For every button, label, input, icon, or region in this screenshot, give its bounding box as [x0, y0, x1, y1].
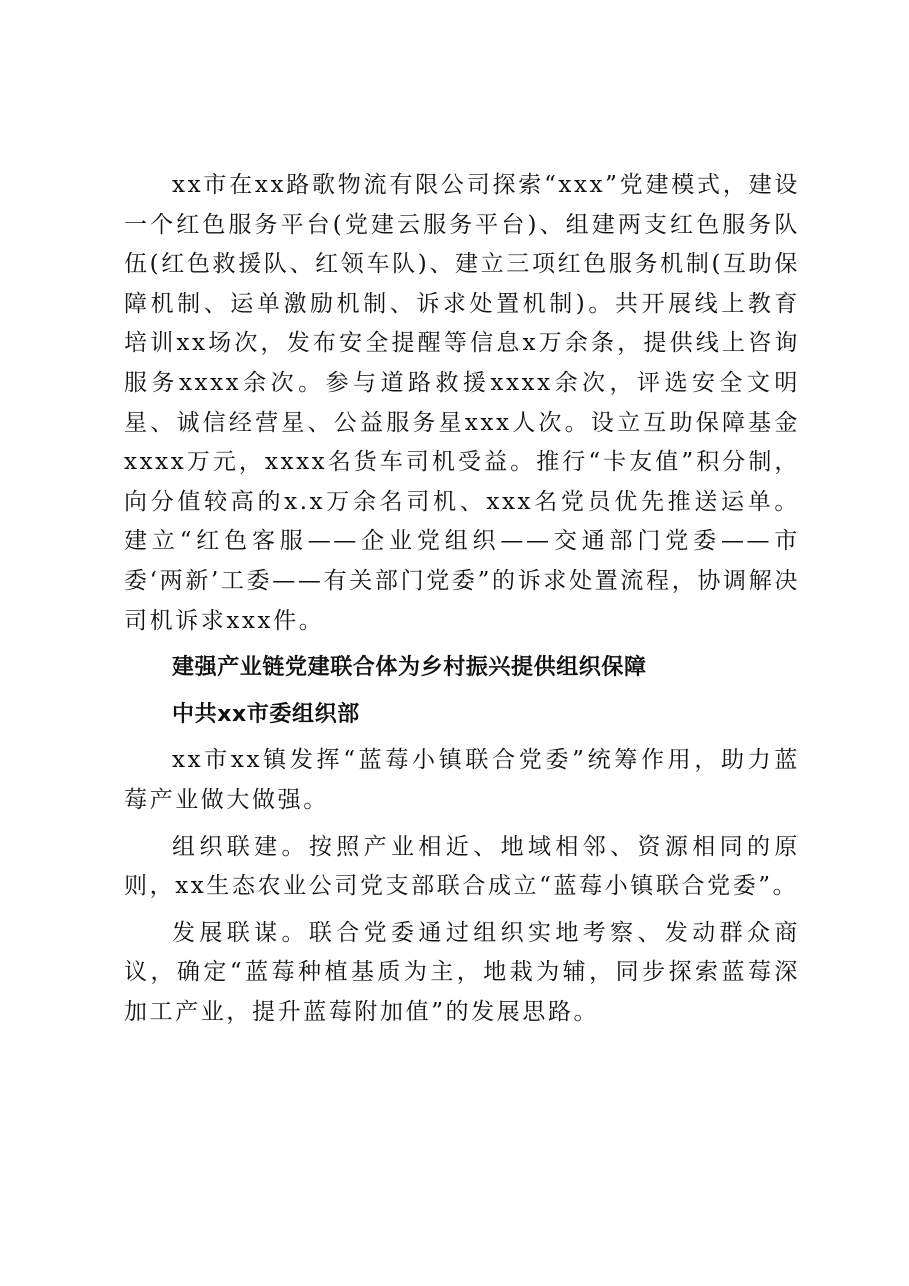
body-paragraph: 组织联建。按照产业相近、地域相邻、资源相同的原则，xx生态农业公司党支部联合成立“蓝莓小镇联合党委”。 [124, 833, 800, 900]
intro-paragraph: xx市在xx路歌物流有限公司探索“xxx”党建模式，建设一个红色服务平台(党建云服务平台)、组建两支红色服务队伍(红色救援队、红领车队)、建立三项红色服务机制(互助保障机制、运单激励机制、诉求处置机制)。共开展线上教育培训xx场次，发布安全提醒等信息x万余条，提供线上咨询服务xxxx余次。参与道路救援xxxx余次，评选安全文明星、诚信经营星、公益服务星xxx人次。设立互助保障基金xxxx万元，xxxx名货车司机受益。推行“卡友值”积分制，向分值较高的x.x万余名司机、xxx名党员优先推送运单。建立“红色客服——企业党组织——交通部门党委——市委‘两新’工委——有关部门党委”的诉求处置流程，协调解决司机诉求xxx件。 [124, 172, 800, 634]
body-paragraph: 发展联谋。联合党委通过组织实地考察、发动群众商议，确定“蓝莓种植基质为主，地栽为辅，同步探索蓝莓深加工产业，提升蓝莓附加值”的发展思路。 [124, 919, 800, 1025]
section-author: 中共xx市委组织部 [172, 701, 360, 727]
body-paragraph: xx市xx镇发挥“蓝莓小镇联合党委”统筹作用，助力蓝莓产业做大做强。 [124, 747, 800, 813]
document-body [124, 166, 800, 1032]
section-heading: 建强产业链党建联合体为乡村振兴提供组织保障 [172, 655, 647, 681]
